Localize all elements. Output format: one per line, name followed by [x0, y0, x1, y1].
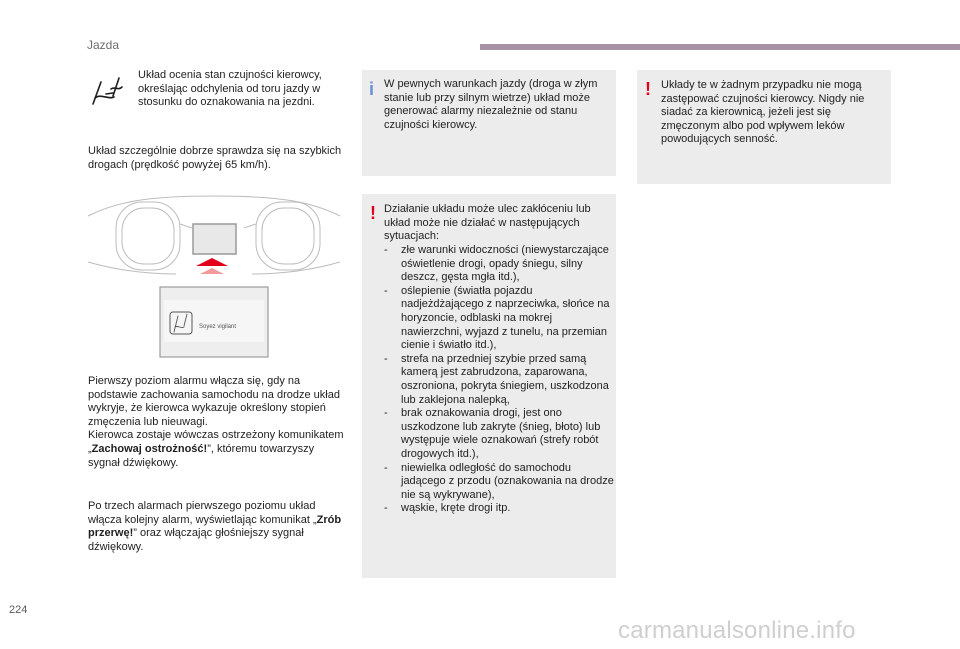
- watermark: carmanualsonline.info: [618, 617, 856, 644]
- section-title: Jazda: [87, 38, 120, 52]
- second-alarm-text-post: ” oraz włączając głośniejszy sygnał dźwiękowy.: [88, 527, 304, 553]
- first-alarm-text: Pierwszy poziom alarmu włącza się, gdy na podstawie zachowania samochodu na drodze układ wykryje, że kierowca wykazuje określony stopień zmęczenia lub nieuwagi.: [88, 375, 340, 428]
- page-number: 224: [9, 604, 28, 616]
- warning-icon: !: [645, 79, 651, 99]
- first-alarm-message-pre: Kierowca zostaje wówczas ostrzeżony komunikatem „: [88, 429, 344, 455]
- list-item: - wąskie, kręte drogi itp.: [384, 502, 511, 515]
- info-icon: i: [369, 79, 375, 99]
- second-alarm-text: Po trzech alarmach pierwszego poziomu układ włącza kolejny alarm, wyświetlając komunikat „: [88, 500, 317, 526]
- second-alarm-message: Zrób przerwę!: [88, 513, 342, 540]
- list-item: - niewielka odległość do samochodu jadącego z przodu (oznakowania na drodze nie są wykrywane),: [384, 461, 614, 501]
- first-alarm-message: Zachowaj ostrożność!: [91, 442, 208, 455]
- screen-message: Soyez vigilant: [199, 324, 237, 330]
- driver-attention-icon: [89, 76, 127, 106]
- warning-box: [637, 70, 891, 184]
- instrument-cluster-illustration: [86, 194, 342, 360]
- info-box: [362, 70, 616, 176]
- list-item: - oślepienie (światła pojazdu nadjeżdżającego z naprzeciwka, słońce na horyzoncie, odblaski na mokrej nawierzchni, wyjazd z tunelu, na przemian cienie i światło itd.),: [384, 284, 610, 352]
- header-bar: [480, 44, 960, 50]
- info-text: W pewnych warunkach jazdy (droga w złym stanie lub przy silnym wietrze) układ może generować alarmy niezależnie od stanu czujności kierowcy.: [384, 78, 598, 131]
- first-alarm-message-post: ”, któremu towarzyszy sygnał dźwiękowy.: [88, 442, 315, 469]
- second-alarm-paragraph: [88, 500, 350, 554]
- limitations-box: [362, 194, 616, 578]
- list-item: - złe warunki widoczności (niewystarczające oświetlenie drogi, opady śniegu, silny deszcz, gęsta mgła itd.),: [384, 244, 609, 284]
- limitations-list: [384, 244, 614, 516]
- warning-text: Układy te w żadnym przypadku nie mogą zastępować czujności kierowcy. Nigdy nie siadać za kierownicą, jeżeli jest się zmęczonym albo pod wpływem leków powodujących senność.: [661, 79, 865, 146]
- first-alarm-paragraph: [88, 375, 348, 470]
- speed-note: Układ szczególnie dobrze sprawdza się na szybkich drogach (prędkość powyżej 65 km/h).: [88, 145, 342, 171]
- limitations-intro: Działanie układu może ulec zakłóceniu lub układ może nie działać w następujących sytuacjach:: [384, 203, 591, 243]
- list-item: - strefa na przedniej szybie przed samą kamerą jest zabrudzona, zaparowana, oszroniona, pokryta śniegiem, uszkodzona lub zaklejona nalepką,: [384, 352, 609, 406]
- icon-caption: Układ ocenia stan czujności kierowcy, określając odchylenia od toru jazdy w stosunku do oznakowania na jezdni.: [138, 69, 322, 109]
- list-item: - brak oznakowania drogi, jest ono uszkodzone lub zakryte (śnieg, błoto) lub występuje wiele oznakowań (strefy robót drogowych itd.),: [384, 407, 601, 460]
- warning-icon: !: [370, 203, 376, 223]
